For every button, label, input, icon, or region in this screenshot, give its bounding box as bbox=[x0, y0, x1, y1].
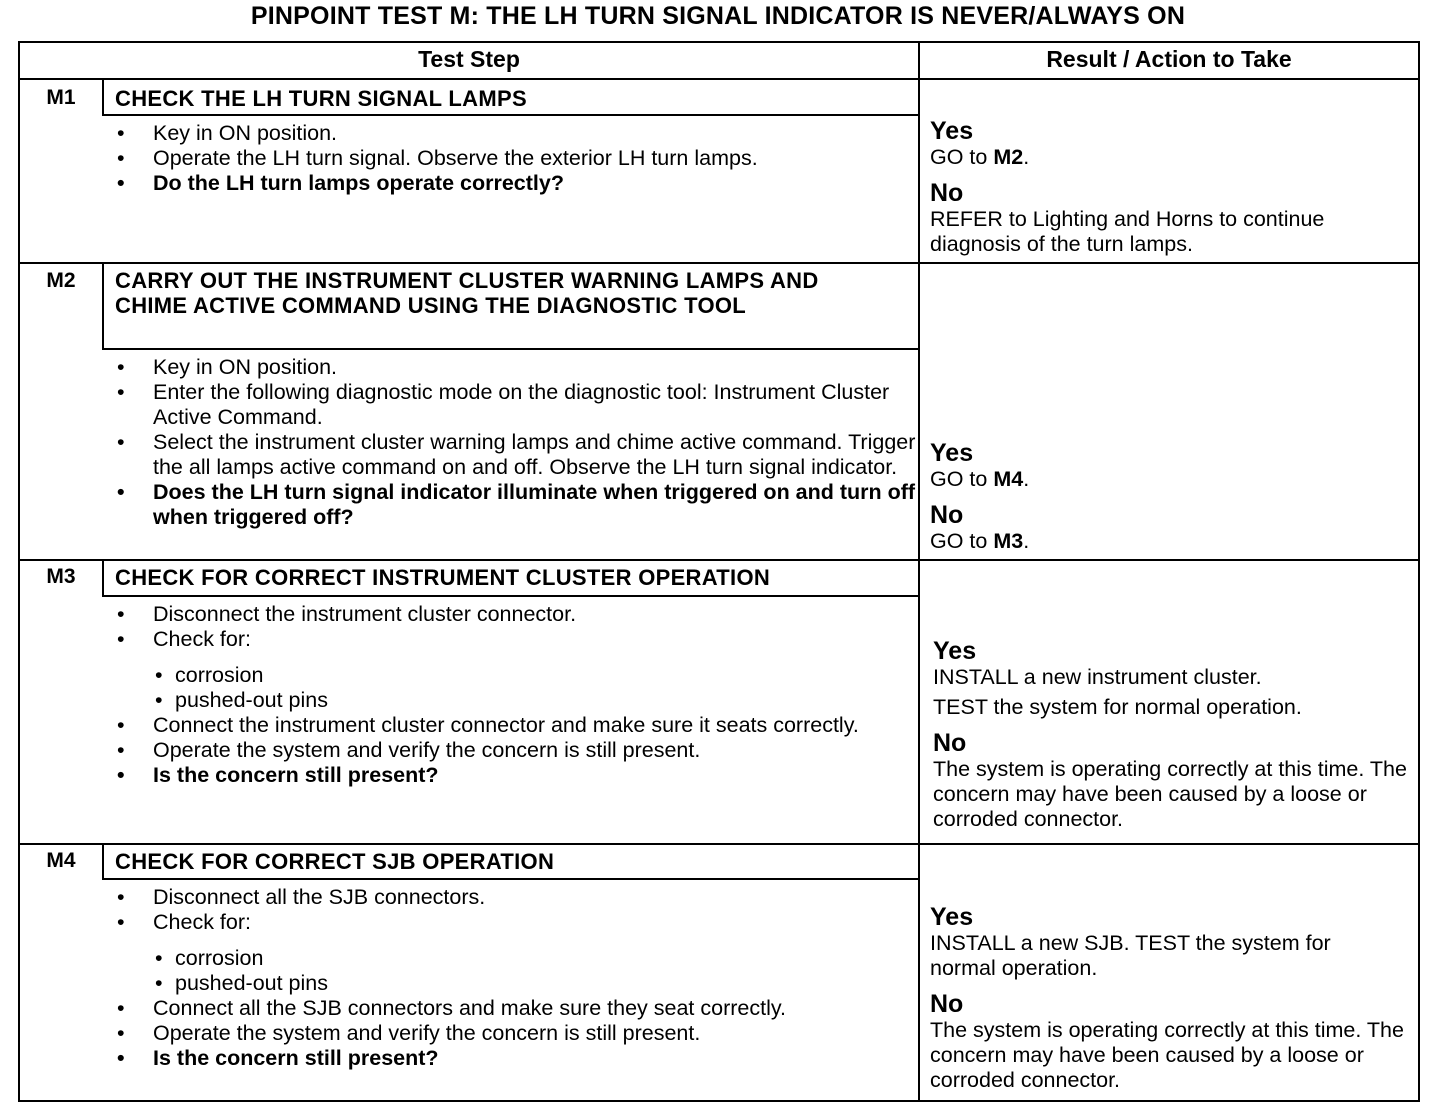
step-question: • Is the concern still present? bbox=[117, 1046, 439, 1070]
step-title: CHECK THE LH TURN SIGNAL LAMPS bbox=[115, 86, 527, 111]
no-label: No bbox=[930, 501, 964, 529]
step-title-divider bbox=[102, 595, 919, 597]
step-question: • Is the concern still present? bbox=[117, 763, 439, 787]
step-item: • Key in ON position. bbox=[117, 121, 338, 145]
page-title: PINPOINT TEST M: THE LH TURN SIGNAL INDICATOR IS NEVER/ALWAYS ON bbox=[250, 2, 1186, 30]
header-divider bbox=[20, 78, 1418, 80]
step-title-divider bbox=[102, 878, 919, 880]
step-item: • Select the instrument cluster warning lamps and chime active command. Trigger the all lamps active command on and off. Observe the LH turn signal indicator. bbox=[117, 430, 916, 479]
row-divider bbox=[20, 843, 1418, 845]
step-item: • Connect the instrument cluster connector and make sure it seats correctly. bbox=[117, 713, 859, 737]
row-divider bbox=[20, 262, 1418, 264]
result-action bbox=[930, 439, 1416, 554]
id-column-divider bbox=[102, 79, 104, 115]
step-title-divider bbox=[102, 348, 919, 350]
yes-label: Yes bbox=[930, 903, 974, 931]
step-item: • Check for: • corrosion • pushed-out pins bbox=[104, 910, 916, 996]
yes-action: TEST the system for normal operation. bbox=[933, 695, 1302, 719]
step-instructions bbox=[104, 121, 916, 196]
no-action: The system is operating correctly at this time. The concern may have been caused by a loose or corroded connector. bbox=[933, 757, 1407, 831]
step-item: • Key in ON position. bbox=[117, 355, 338, 379]
id-column-divider bbox=[102, 843, 104, 880]
no-action: GO to M3. bbox=[930, 529, 1030, 553]
yes-action: INSTALL a new instrument cluster. bbox=[933, 665, 1262, 689]
step-id: M3 bbox=[46, 565, 76, 588]
step-item: • Connect all the SJB connectors and make sure they seat correctly. bbox=[117, 996, 786, 1020]
yes-action: GO to M2. bbox=[930, 145, 1030, 169]
sub-item: • pushed-out pins bbox=[155, 971, 328, 995]
row-divider bbox=[20, 559, 1418, 561]
step-title: CHECK FOR CORRECT SJB OPERATION bbox=[115, 849, 555, 874]
step-question: • Do the LH turn lamps operate correctly? bbox=[117, 171, 564, 195]
yes-action: GO to M4. bbox=[930, 467, 1030, 491]
no-action: REFER to Lighting and Horns to continue diagnosis of the turn lamps. bbox=[930, 207, 1325, 256]
pinpoint-test-table bbox=[18, 41, 1420, 1102]
result-action bbox=[930, 903, 1416, 1093]
yes-action: INSTALL a new SJB. TEST the system for normal operation. bbox=[930, 931, 1331, 980]
step-instructions bbox=[104, 602, 916, 788]
step-question: • Does the LH turn signal indicator illuminate when triggered on and turn off when triggered off? bbox=[117, 480, 916, 529]
step-item: • Operate the LH turn signal. Observe the exterior LH turn lamps. bbox=[117, 146, 758, 170]
yes-label: Yes bbox=[930, 117, 974, 145]
step-item: • Enter the following diagnostic mode on the diagnostic tool: Instrument Cluster Active Command. bbox=[117, 380, 890, 429]
id-column-divider bbox=[102, 262, 104, 350]
step-id: M1 bbox=[46, 86, 76, 109]
result-header: Result / Action to Take bbox=[1046, 46, 1292, 72]
step-item: • Disconnect the instrument cluster connector. bbox=[117, 602, 577, 626]
no-label: No bbox=[930, 179, 964, 207]
step-title: CHECK FOR CORRECT INSTRUMENT CLUSTER OPERATION bbox=[115, 565, 771, 590]
sub-item: • corrosion bbox=[155, 946, 264, 970]
no-label: No bbox=[933, 729, 967, 757]
step-item: • Operate the system and verify the concern is still present. bbox=[117, 1021, 701, 1045]
result-action bbox=[933, 637, 1416, 832]
yes-label: Yes bbox=[930, 439, 974, 467]
step-title: CARRY OUT THE INSTRUMENT CLUSTER WARNING LAMPS AND CHIME ACTIVE COMMAND USING THE DIAGNOSTIC TOOL bbox=[115, 268, 819, 318]
id-column-divider bbox=[102, 560, 104, 597]
sub-item: • corrosion bbox=[155, 663, 264, 687]
step-item: • Operate the system and verify the concern is still present. bbox=[117, 738, 701, 762]
step-title-divider bbox=[102, 114, 919, 116]
step-id: M2 bbox=[46, 269, 76, 292]
step-id: M4 bbox=[46, 849, 76, 872]
step-instructions bbox=[104, 355, 916, 530]
no-action: The system is operating correctly at this time. The concern may have been caused by a loose or corroded connector. bbox=[930, 1018, 1404, 1092]
sub-item: • pushed-out pins bbox=[155, 688, 328, 712]
no-label: No bbox=[930, 990, 964, 1018]
column-divider bbox=[918, 43, 920, 1100]
result-action bbox=[930, 117, 1416, 257]
yes-label: Yes bbox=[933, 637, 977, 665]
step-item: • Disconnect all the SJB connectors. bbox=[117, 885, 486, 909]
step-item: • Check for: • corrosion • pushed-out pins bbox=[104, 627, 916, 713]
test-step-header: Test Step bbox=[418, 46, 520, 72]
step-instructions bbox=[104, 885, 916, 1071]
